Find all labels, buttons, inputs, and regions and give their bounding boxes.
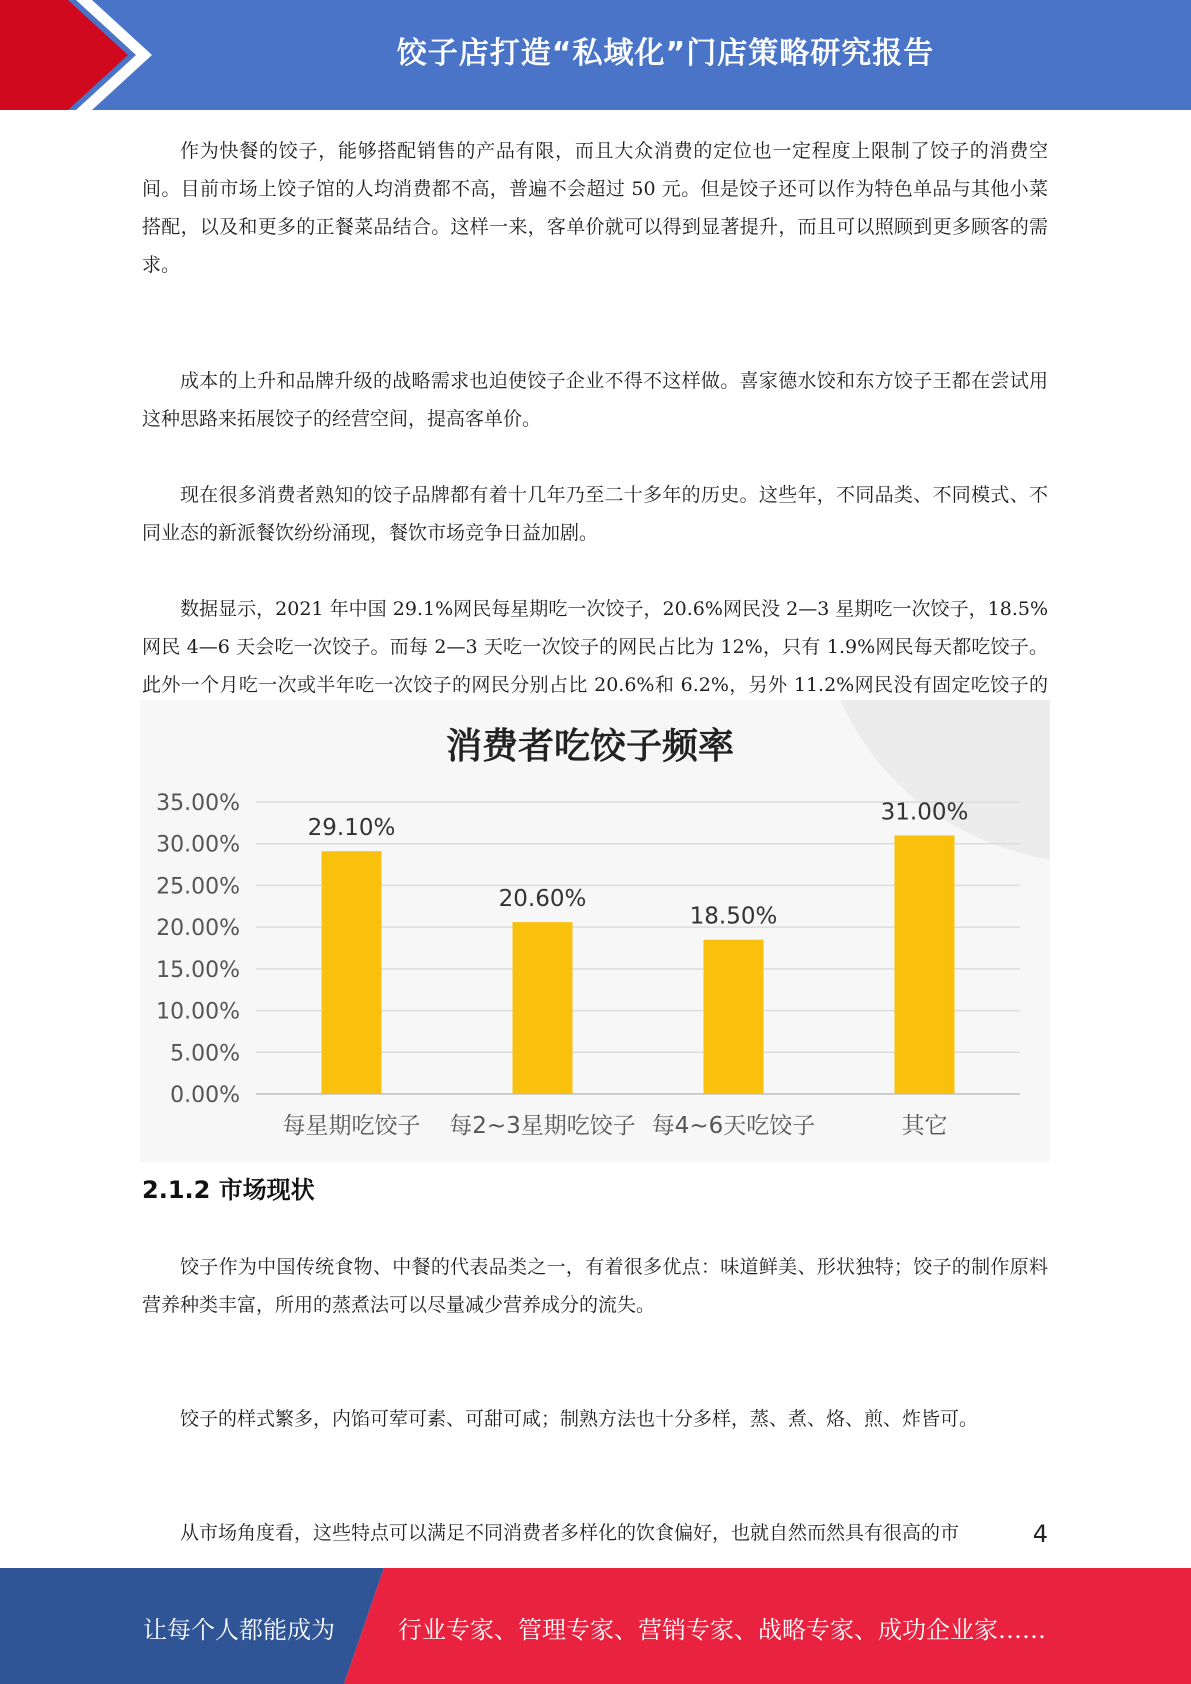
paragraph-7: 从市场角度看，这些特点可以满足不同消费者多样化的饮食偏好，也就自然而然具有很高的市 [180, 1522, 960, 1544]
footer-slogan-right: 行业专家、管理专家、营销专家、战略专家、成功企业家…… [398, 1616, 1046, 1644]
y-tick-label: 35.00% [156, 791, 240, 816]
paragraph-5: 饺子作为中国传统食物、中餐的代表品类之一，有着很多优点：味道鲜美、形状独特；饺子的制作原料营养种类丰富，所用的蒸煮法可以尽量减少营养成分的流失。 [142, 1256, 1048, 1316]
x-tick-label: 其它 [901, 1113, 948, 1139]
bar-value-label: 20.60% [498, 886, 587, 913]
x-tick-label: 每2~3星期吃饺子 [449, 1113, 636, 1139]
paragraph-3: 现在很多消费者熟知的饺子品牌都有着十几年乃至二十多年的历史。这些年，不同品类、不同模式、不同业态的新派餐饮纷纷涌现，餐饮市场竞争日益加剧。 [142, 484, 1048, 544]
chart-title: 消费者吃饺子频率 [445, 725, 735, 767]
bar-value-label: 18.50% [689, 903, 778, 930]
header-arrow-decoration [0, 0, 160, 110]
bar [322, 851, 382, 1094]
paragraph-1: 作为快餐的饺子，能够搭配销售的产品有限，而且大众消费的定位也一定程度上限制了饺子的消费空间。目前市场上饺子馆的人均消费都不高，普遍不会超过 50 元。但是饺子还可以作为特色单品与其他小菜搭配，以及和更多的正餐菜品结合。这样一来，客单价就可以得到显著提升，而且可以照顾到更多顾客的需求。 [142, 140, 1048, 276]
x-tick-label: 每星期吃饺子 [282, 1113, 421, 1139]
paragraph-6: 饺子的样式繁多，内馅可荤可素、可甜可咸；制熟方法也十分多样，蒸、煮、烙、煎、炸皆可。 [180, 1408, 979, 1430]
section-heading: 2.1.2 市场现状 [142, 1176, 315, 1204]
y-tick-label: 10.00% [156, 999, 240, 1025]
y-tick-label: 25.00% [156, 874, 240, 900]
bar [513, 922, 573, 1094]
y-tick-label: 0.00% [170, 1083, 240, 1108]
y-tick-label: 15.00% [156, 957, 240, 983]
bar-value-label: 31.00% [880, 799, 969, 826]
footer-slogan-left: 让每个人都能成为 [143, 1616, 335, 1644]
y-tick-label: 30.00% [156, 832, 240, 858]
paragraph-2: 成本的上升和品牌升级的战略需求也迫使饺子企业不得不这样做。喜家德水饺和东方饺子王都在尝试用这种思路来拓展饺子的经营空间，提高客单价。 [142, 370, 1048, 430]
y-tick-label: 20.00% [156, 916, 240, 942]
y-tick-label: 5.00% [170, 1041, 240, 1067]
bar-value-label: 29.10% [307, 815, 396, 842]
page-header [0, 0, 1191, 110]
chart-canvas [140, 700, 1050, 1162]
frequency-chart [140, 700, 1050, 1162]
x-tick-label: 每4~6天吃饺子 [651, 1113, 816, 1139]
page-footer [0, 1568, 1191, 1684]
paragraph-4: 数据显示，2021 年中国 29.1%网民每星期吃一次饺子，20.6%网民没 2—3 星期吃一次饺子，18.5%网民 4—6 天会吃一次饺子。而每 2—3 天吃一次饺子的网民占比为 12%，只有 1.9%网民每天都吃饺子。此外一个月吃一次或半年吃一次饺子的网民分别占比 20.6%和 6.2%，另外 11.2%网民没有固定吃饺子的 [142, 598, 1048, 696]
bar [704, 940, 764, 1094]
report-title: 饺子店打造“私域化”门店策略研究报告 [396, 36, 935, 71]
page-number: 4 [1032, 1520, 1048, 1548]
bar [895, 835, 955, 1094]
